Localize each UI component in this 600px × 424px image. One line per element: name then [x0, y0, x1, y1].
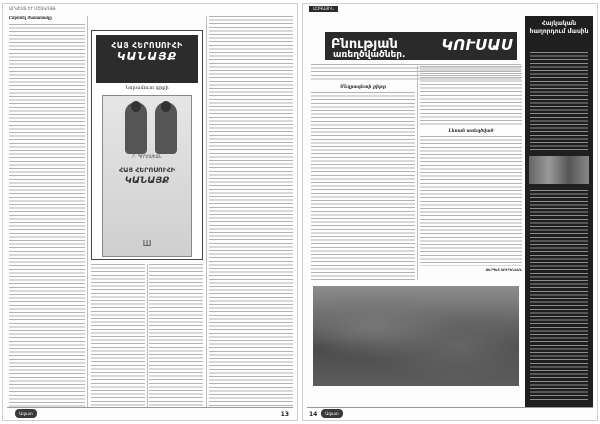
section-label: ԱԶԳԱՅԻՆ	[309, 6, 338, 12]
newspaper-logo: Ազատ	[321, 409, 343, 418]
sidebar-image	[529, 156, 589, 184]
column-rule	[147, 264, 148, 408]
body-text	[209, 16, 293, 408]
publisher-logo-icon: Ш	[142, 239, 152, 248]
page-number: 13	[280, 411, 289, 418]
article-column	[311, 92, 415, 282]
page-number: 14	[309, 411, 318, 418]
sidebar-box	[525, 16, 593, 408]
column-rule	[206, 16, 207, 408]
column-rule	[417, 66, 418, 280]
body-text	[420, 136, 522, 266]
column-heading: Ըմբռնել ժամանակը	[9, 16, 52, 20]
headline-accent: ԿՈՒՍԱՍ	[441, 36, 513, 54]
sidebar-text	[530, 190, 588, 400]
book-caption: Նորամուտ գրքի	[125, 85, 169, 91]
subheading: Մեղրագետի քիթը	[340, 84, 386, 89]
sidebar-text	[530, 52, 588, 152]
headline-main: Բնության	[331, 37, 398, 52]
article-column	[149, 264, 203, 408]
cover-subtitle: ԿԱՆԱՅՔ	[124, 176, 170, 186]
column-rule	[87, 16, 88, 408]
body-text	[311, 92, 415, 282]
article-column	[91, 264, 145, 408]
woman-figure-icon	[155, 102, 177, 154]
page-footer	[7, 407, 293, 418]
article-column	[420, 136, 522, 266]
body-text	[9, 24, 85, 408]
left-page	[2, 3, 298, 421]
body-text	[149, 264, 203, 408]
book-banner	[96, 35, 198, 83]
banner-title: ՀԱՅ ՀԵՐՈՍՈՒՀԻ	[111, 41, 183, 50]
right-page	[302, 3, 598, 421]
page-footer	[307, 407, 593, 418]
running-head: ԱՐՎԵՍՏ ԵՒ ՄՇԱԿՈՅԹ	[9, 6, 56, 11]
cover-title: ՀԱՅ ՀԵՐՈՍՈՒՀԻ	[118, 166, 176, 174]
byline: ՍԵՐԳԵՅ ՍՈՒՐԵՆԵԱՆ	[485, 268, 522, 272]
landscape-photo	[313, 286, 519, 386]
body-text	[91, 264, 145, 408]
body-text	[420, 66, 522, 126]
article-column	[9, 16, 85, 408]
woman-figure-icon	[125, 102, 147, 154]
newspaper-logo: Ազատ	[15, 409, 37, 418]
cover-author: Ր. ՊՈՂՈՍԵԱՆ	[132, 154, 162, 159]
banner-subtitle: ԿԱՆԱՅՔ	[116, 50, 178, 63]
book-cover-image	[102, 95, 192, 257]
article-column	[420, 66, 522, 126]
subheading: Լեռան առեղծված	[448, 128, 494, 133]
sidebar-heading: Հայկական հաղորդում մասին	[529, 20, 589, 35]
article-column	[209, 16, 293, 408]
headline-sub: առեղծվածներ.	[333, 50, 406, 60]
book-advertisement	[91, 30, 203, 260]
